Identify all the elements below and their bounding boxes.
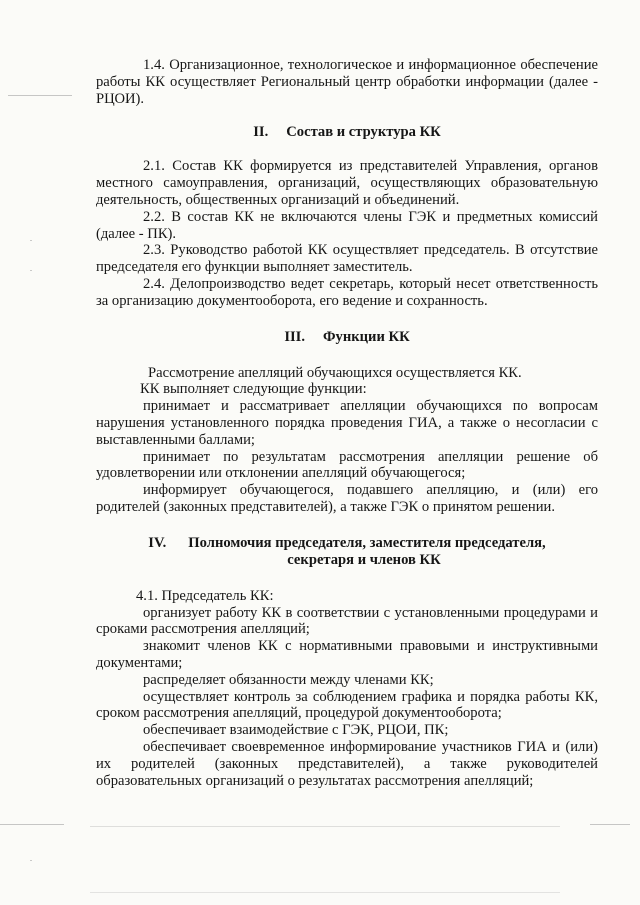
scan-artifact-bottom (90, 826, 560, 827)
function-item: принимает и рассматривает апелляции обучающихся по вопросам нарушения установленного порядка проведения ГИА, а также о несогласии с выставленными баллами; (96, 398, 598, 448)
section-3-heading (96, 329, 598, 346)
section-4-number: IV. (148, 534, 167, 551)
section-4-title-line-1: Полномочия председателя, заместителя председателя, (188, 534, 546, 551)
scan-artifact-bottom-left (0, 824, 64, 825)
section-4-title-line-2: секретаря и членов КК (287, 551, 441, 568)
paragraph-2-2: 2.2. В состав КК не включаются члены ГЭК и предметных комиссий (далее - ПК). (96, 208, 598, 242)
scan-dot (30, 240, 32, 241)
section-4-lead: 4.1. Председатель КК: (136, 587, 274, 604)
section-3-lead: КК выполняет следующие функции: (140, 381, 367, 398)
function-item: информирует обучающегося, подавшего апелляцию, и (или) его родителей (законных представителей), а также ГЭК о принятом решении. (96, 482, 598, 515)
section-3-intro: Рассмотрение апелляций обучающихся осуществляется КК. (148, 364, 522, 381)
paragraph-2-1: 2.1. Состав КК формируется из представителей Управления, органов местного самоуправления, организаций, осуществляющих образовательную деятельность, общественных организаций и объединений. (96, 158, 598, 208)
section-4-heading-line-1 (96, 535, 598, 552)
section-2-title: Состав и структура КК (286, 124, 441, 141)
section-2-heading (96, 124, 598, 141)
section-2-number: II. (253, 124, 269, 141)
section-3-number: III. (284, 328, 305, 345)
function-item: принимает по результатам рассмотрения апелляции решение об удовлетворении или отклонении апелляций обучающегося; (96, 448, 598, 482)
scan-dot (30, 860, 32, 861)
scan-artifact-left (8, 95, 72, 96)
document-body (96, 57, 598, 789)
section-3-title: Функции КК (323, 328, 410, 345)
section-4-heading (96, 535, 598, 569)
duty-item: организует работу КК в соответствии с установленными процедурами и сроками рассмотрения апелляций; (96, 604, 598, 638)
duty-item: осуществляет контроль за соблюдением графика и порядка работы КК, сроком рассмотрения апелляций, процедурой документооборота; (96, 688, 598, 722)
duty-item: знакомит членов КК с нормативными правовыми и инструктивными документами; (96, 638, 598, 671)
scan-artifact-bottom-right (590, 824, 630, 825)
scan-dot (30, 270, 32, 271)
paragraph-2-4: 2.4. Делопроизводство ведет секретарь, который несет ответственность за организацию документооборота, его ведение и сохранность. (96, 275, 598, 309)
paragraph-2-3: 2.3. Руководство работой КК осуществляет председатель. В отсутствие председателя его функции выполняет заместитель. (96, 242, 598, 276)
paragraph-1-4: 1.4. Организационное, технологическое и информационное обеспечение работы КК осуществляет Региональный центр обработки информации (далее - РЦОИ). (96, 57, 598, 107)
duty-item: распределяет обязанности между членами КК; (143, 671, 434, 688)
duty-item: обеспечивает взаимодействие с ГЭК, РЦОИ, ПК; (143, 722, 449, 739)
duty-item: обеспечивает своевременное информирование участников ГИА и (или) их родителей (законных представителей), а также руководителей образовательных организаций о результатах рассмотрения апелляций; (96, 738, 598, 789)
scan-artifact-footer (90, 892, 560, 893)
